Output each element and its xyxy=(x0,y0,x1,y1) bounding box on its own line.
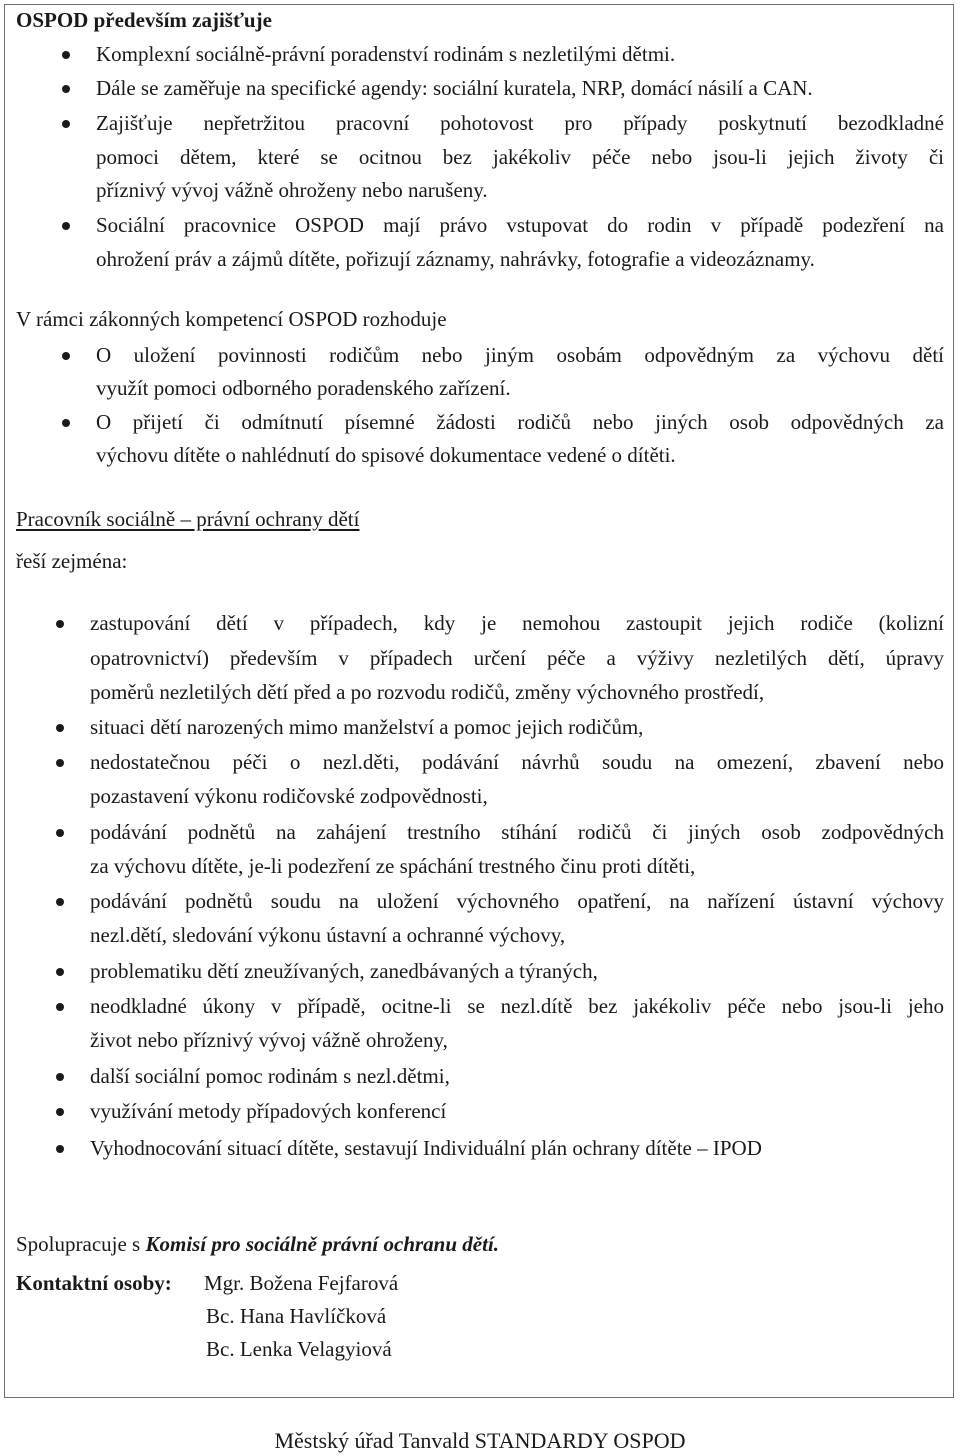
contacts-label: Kontaktní osoby: xyxy=(16,1271,172,1295)
section-title: V rámci zákonných kompetencí OSPOD rozhoduje xyxy=(16,307,447,331)
bullet-icon xyxy=(56,898,64,906)
contact-person: Bc. Lenka Velagyiová xyxy=(206,1337,392,1361)
bullet-icon xyxy=(62,419,70,427)
section-subtitle: řeší zejména: xyxy=(16,549,128,573)
bullet-icon xyxy=(62,51,70,59)
list-item-line: O uložení povinnosti rodičům nebo jiným osobám odpovědným za výchovu dětí xyxy=(96,345,944,367)
cooperation-prefix: Spolupracuje s xyxy=(16,1232,146,1256)
bullet-icon xyxy=(62,120,70,128)
section-title: OSPOD především zajišťuje xyxy=(16,8,272,32)
list-item-line: výchovu dítěte o nahlédnutí do spisové dokumentace vedené o dítěti. xyxy=(96,443,676,467)
bullet-icon xyxy=(56,1145,64,1153)
section-title: Pracovník sociálně – právní ochrany dětí xyxy=(16,507,360,531)
bullet-icon xyxy=(56,1003,64,1011)
bullet-icon xyxy=(56,620,64,628)
contact-person: Mgr. Božena Fejfarová xyxy=(204,1271,399,1295)
bullet-icon xyxy=(62,85,70,93)
list-item-line: příznivý vývoj vážně ohroženy nebo narušeny. xyxy=(96,178,488,202)
list-item-line: O přijetí či odmítnutí písemné žádosti rodičů nebo jiných osob odpovědných za xyxy=(96,412,944,434)
list-item-line: nedostatečnou péči o nezl.děti, podávání návrhů soudu na omezení, zbavení nebo xyxy=(90,752,944,774)
list-item-line: Sociální pracovnice OSPOD mají právo vstupovat do rodin v případě podezření na xyxy=(96,215,944,237)
list-item-line: pomoci dětem, které se ocitnou bez jakékoliv péče nebo jsou-li jejich životy či xyxy=(96,147,944,169)
commission-name: Komisí pro sociálně právní ochranu dětí. xyxy=(145,1232,500,1256)
list-item-line: neodkladné úkony v případě, ocitne-li se nezl.dítě bez jakékoliv péče nebo jsou-li jeho xyxy=(90,996,944,1018)
list-item-line: Vyhodnocování situací dítěte, sestavují Individuální plán ochrany dítěte – IPOD xyxy=(90,1136,762,1160)
list-item-line: zastupování dětí v případech, kdy je nemohou zastoupit jejich rodiče (kolizní xyxy=(90,613,944,635)
list-item-line: opatrovnictví) především v případech určení péče a výživy nezletilých dětí, úpravy xyxy=(90,648,944,670)
list-item-line: podávání podnětů soudu na uložení výchovného opatření, na nařízení ústavní výchovy xyxy=(90,891,944,913)
bullet-icon xyxy=(62,352,70,360)
list-item-line: za výchovu dítěte, je-li podezření ze spáchání trestného činu proti dítěti, xyxy=(90,854,696,878)
list-item-line: Komplexní sociálně-právní poradenství rodinám s nezletilými dětmi. xyxy=(96,42,676,66)
bullet-icon xyxy=(56,1108,64,1116)
list-item-line: nezl.dětí, sledování výkonu ústavní a ochranné výchovy, xyxy=(90,923,566,947)
bullet-icon xyxy=(56,724,64,732)
list-item-line: život nebo příznivý vývoj vážně ohroženy, xyxy=(90,1028,448,1052)
list-item-line: ohrožení práv a zájmů dítěte, pořizují záznamy, nahrávky, fotografie a videozáznamy. xyxy=(96,247,815,271)
contact-person: Bc. Hana Havlíčková xyxy=(206,1304,387,1328)
list-item-line: využít pomoci odborného poradenského zařízení. xyxy=(96,376,511,400)
list-item-line: problematiku dětí zneužívaných, zanedbávaných a týraných, xyxy=(90,959,598,983)
list-item-line: pozastavení výkonu rodičovské zodpovědnosti, xyxy=(90,784,488,808)
cooperation-line xyxy=(16,1234,499,1255)
bullet-icon xyxy=(56,829,64,837)
list-item-line: podávání podnětů na zahájení trestního stíhání rodičů či jiných osob zodpovědných xyxy=(90,822,944,844)
list-item-line: Dále se zaměřuje na specifické agendy: sociální kuratela, NRP, domácí násilí a CAN. xyxy=(96,76,813,100)
bullet-icon xyxy=(56,759,64,767)
bullet-icon xyxy=(62,222,70,230)
bullet-icon xyxy=(56,968,64,976)
bullet-icon xyxy=(56,1073,64,1081)
page-footer: Městský úřad Tanvald STANDARDY OSPOD xyxy=(274,1428,686,1453)
list-item-line: další sociální pomoc rodinám s nezl.dětmi, xyxy=(90,1064,450,1088)
list-item-line: poměrů nezletilých dětí před a po rozvodu rodičů, změny výchovného prostředí, xyxy=(90,680,765,704)
list-item-line: využívání metody případových konferencí xyxy=(90,1099,447,1123)
list-item-line: situaci dětí narozených mimo manželství a pomoc jejich rodičům, xyxy=(90,715,644,739)
list-item-line: Zajišťuje nepřetržitou pracovní pohotovost pro případy poskytnutí bezodkladné xyxy=(96,113,944,135)
